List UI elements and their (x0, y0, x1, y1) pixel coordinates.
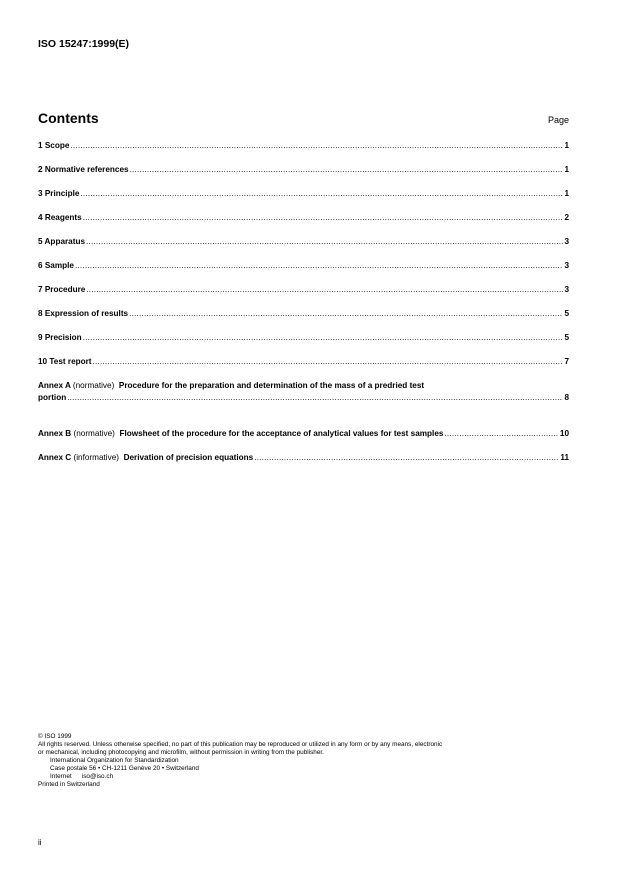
internet-label: Internet (50, 773, 72, 780)
contents-header (38, 110, 569, 126)
toc-entry-page: 2 (564, 213, 569, 222)
rights-reserved-line-1: All rights reserved. Unless otherwise specified, no part of this publication may be reproduced or utilized in any form or by any means, electronic (38, 741, 443, 748)
toc-leader-dots (67, 393, 563, 402)
toc-entry-page: 11 (560, 453, 569, 462)
toc-entry-test-report[interactable] (38, 357, 569, 381)
toc-entry-page: 3 (564, 237, 569, 246)
toc-annex-title: Flowsheet of the procedure for the acceptance of analytical values for test samples (119, 429, 444, 438)
toc-entry-principle[interactable] (38, 189, 569, 213)
toc-leader-dots (80, 189, 563, 198)
toc-annex-b-text (38, 429, 443, 438)
document-id: ISO 15247:1999(E) (38, 38, 130, 50)
toc-entry-page: 5 (564, 333, 569, 342)
toc-entry-scope[interactable] (38, 141, 569, 165)
email-link[interactable]: iso@iso.ch (81, 773, 114, 780)
toc-entry-title: 10 Test report (38, 357, 92, 366)
toc-annex-type: (normative) (72, 381, 115, 390)
toc-entry-annex-c[interactable] (38, 453, 569, 477)
toc-entry-page: 3 (564, 285, 569, 294)
toc-leader-dots (75, 261, 563, 270)
rights-reserved-line-2: or mechanical, including photocopying and microfilm, without permission in writing from the publisher. (38, 749, 324, 756)
toc-leader-dots (444, 429, 558, 438)
toc-entry-procedure[interactable] (38, 285, 569, 309)
organization-address: Case postale 56 • CH-1211 Genève 20 • Switzerland (50, 765, 199, 772)
toc-entry-sample[interactable] (38, 261, 569, 285)
toc-leader-dots (130, 165, 564, 174)
toc-annex-name: Annex B (38, 429, 72, 438)
toc-annex-title: Derivation of precision equations (123, 453, 254, 462)
toc-entry-page: 7 (564, 357, 569, 366)
toc-entry-page: 3 (564, 261, 569, 270)
toc-annex-title-continued: portion (38, 393, 67, 402)
table-of-contents (38, 141, 569, 477)
page-number: ii (38, 838, 42, 847)
toc-leader-dots (83, 333, 564, 342)
copyright-notice (38, 733, 573, 789)
toc-annex-a-line-one (38, 381, 569, 393)
toc-entry-title: 2 Normative references (38, 165, 129, 174)
toc-entry-precision[interactable] (38, 333, 569, 357)
toc-entry-page: 10 (559, 429, 569, 438)
toc-annex-name: Annex A (38, 381, 71, 390)
toc-entry-title: 7 Procedure (38, 285, 86, 294)
toc-entry-page: 1 (564, 189, 569, 198)
toc-annex-c-text (38, 453, 253, 462)
toc-entry-title: 6 Sample (38, 261, 74, 270)
toc-entry-title: 3 Principle (38, 189, 80, 198)
organization-name: International Organization for Standardization (50, 757, 179, 764)
toc-entry-page: 1 (564, 141, 569, 150)
toc-annex-title: Procedure for the preparation and determination of the mass of a predried test (118, 381, 425, 390)
organization-internet (38, 773, 573, 781)
toc-leader-dots (93, 357, 564, 366)
toc-entry-page: 1 (564, 165, 569, 174)
toc-leader-dots (70, 141, 563, 150)
toc-annex-type: (informative) (73, 453, 119, 462)
toc-entry-annex-b[interactable] (38, 429, 569, 453)
toc-annex-a-line-two (38, 393, 569, 402)
toc-entry-title: 1 Scope (38, 141, 70, 150)
page-column-label: Page (547, 115, 569, 125)
toc-entry-page: 8 (564, 393, 569, 402)
toc-leader-dots (254, 453, 559, 462)
toc-entry-apparatus[interactable] (38, 237, 569, 261)
toc-leader-dots (129, 309, 563, 318)
toc-leader-dots (86, 285, 563, 294)
toc-leader-dots (86, 237, 563, 246)
toc-leader-dots (83, 213, 564, 222)
toc-entry-title: 8 Expression of results (38, 309, 129, 318)
copyright-line: © ISO 1999 (38, 733, 72, 740)
toc-entry-expression-of-results[interactable] (38, 309, 569, 333)
toc-entry-title: 4 Reagents (38, 213, 82, 222)
toc-entry-normative-references[interactable] (38, 165, 569, 189)
contents-title: Contents (38, 110, 99, 126)
toc-entry-page: 5 (564, 309, 569, 318)
toc-annex-name: Annex C (38, 453, 72, 462)
toc-entry-title: 5 Apparatus (38, 237, 86, 246)
toc-entry-annex-a[interactable] (38, 381, 569, 429)
toc-annex-type: (normative) (73, 429, 115, 438)
printed-in-line: Printed in Switzerland (38, 781, 100, 788)
toc-entry-reagents[interactable] (38, 213, 569, 237)
toc-entry-title: 9 Precision (38, 333, 82, 342)
